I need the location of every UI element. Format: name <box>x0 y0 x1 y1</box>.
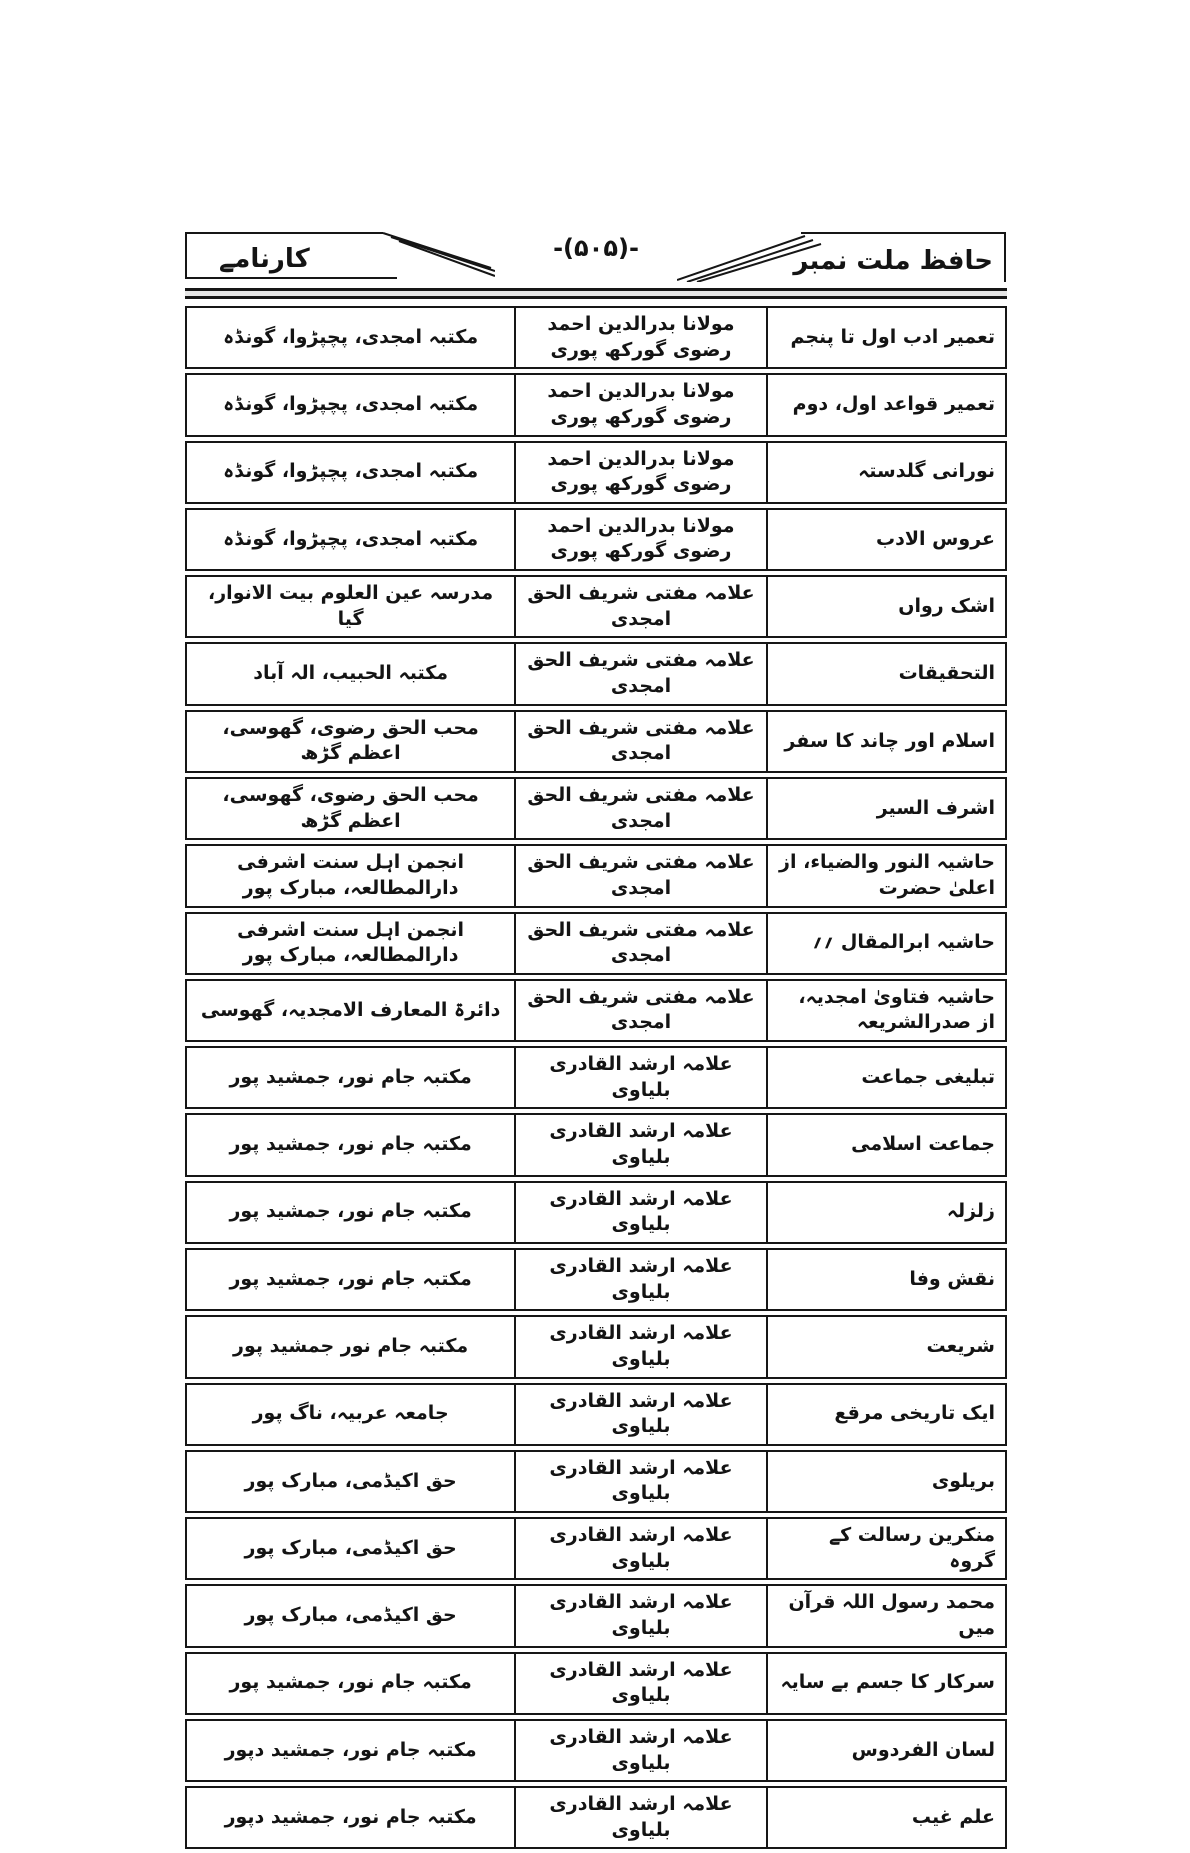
publisher-cell: انجمن اہل سنت اشرفی دارالمطالعہ، مبارک پور <box>237 851 465 899</box>
author-cell: علامہ مفتی شریف الحق امجدی <box>514 644 768 703</box>
publisher-cell: مکتبہ جام نور، جمشید دپور <box>224 1806 477 1828</box>
author-cell: علامہ ارشد القادری بلیاوی <box>514 1452 768 1511</box>
table-row <box>185 1248 1007 1311</box>
book-title-cell: حاشیہ النور والضیاء، از اعلیٰ حضرت <box>779 851 995 899</box>
publisher-cell: مکتبہ جام نور، جمشید دپور <box>224 1738 477 1761</box>
publisher-cell: حق اکیڈمی، مبارک پور <box>244 1469 457 1492</box>
table-row <box>185 1113 1007 1176</box>
book-title-cell: تعمیر قواعد اول، دوم <box>792 393 995 416</box>
table-row <box>185 777 1007 840</box>
table-row <box>185 710 1007 773</box>
book-title-cell: اشک رواں <box>898 594 995 617</box>
publisher-cell: مکتبہ امجدی، پچپڑوا، گونڈہ <box>223 460 479 483</box>
author-cell: علامہ ارشد القادری بلیاوی <box>514 1788 768 1847</box>
publisher-cell: محب الحق رضوی، گھوسی، اعظم گڑھ <box>222 716 479 765</box>
book-title-cell: تبلیغی جماعت <box>861 1065 995 1088</box>
table-row <box>185 1517 1007 1580</box>
author-cell: علامہ ارشد القادری بلیاوی <box>514 1586 768 1645</box>
author-cell: علامہ مفتی شریف الحق امجدی <box>514 914 768 973</box>
book-title-cell: منکرین رسالت کے گروہ <box>828 1524 995 1572</box>
book-title-cell: نورانی گلدستہ <box>858 460 995 483</box>
publisher-cell: مکتبہ جام نور، جمشید پور <box>229 1133 472 1156</box>
book-title-cell: التحقیقات <box>898 662 995 685</box>
book-title-cell: نقش وفا <box>909 1267 995 1290</box>
book-title-cell: جماعت اسلامی <box>851 1133 995 1156</box>
author-cell: علامہ ارشد القادری بلیاوی <box>514 1250 768 1309</box>
table-row <box>185 575 1007 638</box>
publisher-cell: مکتبہ امجدی، پچپڑوا، گونڈہ <box>223 527 479 550</box>
table-row <box>185 642 1007 705</box>
table-row <box>185 1181 1007 1244</box>
books-table <box>185 306 1007 1849</box>
table-row <box>185 306 1007 369</box>
header-divider-rule <box>185 288 1007 299</box>
publisher-cell: مکتبہ الحبیب، الہ آباد <box>253 662 449 685</box>
book-title-cell: زلزلہ <box>946 1200 995 1223</box>
book-title-cell: اسلام اور چاند کا سفر <box>784 729 995 752</box>
table-row <box>185 1786 1007 1849</box>
book-title-cell: حاشیہ فتاویٰ امجدیہ، از صدرالشریعہ <box>798 985 995 1034</box>
book-title-cell: شریعت <box>926 1335 995 1358</box>
author-cell: علامہ ارشد القادری بلیاوی <box>514 1115 768 1174</box>
table-row <box>185 1450 1007 1513</box>
publisher-cell: مکتبہ جام نور، جمشید پور <box>229 1267 472 1290</box>
book-title-cell: علم غیب <box>911 1806 995 1828</box>
book-title-cell: سرکار کا جسم بے سایہ <box>780 1671 995 1694</box>
book-title-cell: اشرف السیر <box>876 796 995 819</box>
page-content <box>185 224 1007 1853</box>
book-title-cell: عروس الادب <box>876 527 995 550</box>
author-cell: مولانا بدرالدین احمد رضوی گورکھ پوری <box>514 510 768 569</box>
publisher-cell: مکتبہ جام نور، جمشید پور <box>229 1200 472 1223</box>
left-banner-title: کارنامے <box>219 244 310 274</box>
author-cell: علامہ مفتی شریف الحق امجدی <box>514 981 768 1040</box>
author-cell: علامہ مفتی شریف الحق امجدی <box>514 577 768 636</box>
table-row <box>185 508 1007 571</box>
table-row <box>185 441 1007 504</box>
page-header <box>185 224 1007 288</box>
author-cell: علامہ مفتی شریف الحق امجدی <box>514 712 768 771</box>
author-cell: علامہ ارشد القادری بلیاوی <box>514 1519 768 1578</box>
book-title-cell: بریلوی <box>931 1469 995 1492</box>
table-row <box>185 1652 1007 1715</box>
publisher-cell: مکتبہ جام نور، جمشید پور <box>229 1065 472 1088</box>
table-row <box>185 1046 1007 1109</box>
author-cell: علامہ ارشد القادری بلیاوی <box>514 1654 768 1713</box>
book-title-cell: حاشیہ ابرالمقال ؍؍ <box>811 931 995 954</box>
author-cell: علامہ ارشد القادری بلیاوی <box>514 1183 768 1242</box>
author-cell: مولانا بدرالدین احمد رضوی گورکھ پوری <box>514 443 768 502</box>
book-title-cell: ایک تاریخی مرقع <box>834 1402 995 1425</box>
publisher-cell: حق اکیڈمی، مبارک پور <box>244 1536 457 1559</box>
publisher-cell: مکتبہ جام نور جمشید پور <box>233 1335 469 1358</box>
publisher-cell: مدرسہ عین العلوم بیت الانوار، گیا <box>208 582 494 630</box>
table-row <box>185 1719 1007 1782</box>
right-header-banner <box>677 224 1007 282</box>
table-row <box>185 979 1007 1042</box>
author-cell: علامہ ارشد القادری بلیاوی <box>514 1721 768 1780</box>
publisher-cell: مکتبہ امجدی، پچپڑوا، گونڈہ <box>223 325 479 348</box>
publisher-cell: مکتبہ امجدی، پچپڑوا، گونڈہ <box>223 393 479 416</box>
page-number: -(۵۰۵)- <box>553 234 639 262</box>
table-row <box>185 1584 1007 1647</box>
publisher-cell: مکتبہ جام نور، جمشید پور <box>229 1671 472 1694</box>
author-cell: علامہ ارشد القادری بلیاوی <box>514 1385 768 1444</box>
book-title-cell: لسان الفردوس <box>851 1738 995 1761</box>
right-banner-title: حافظ ملت نمبر <box>793 246 993 276</box>
publisher-cell: دائرۃ المعارف الامجدیہ، گھوسی <box>200 998 501 1021</box>
author-cell: علامہ ارشد القادری بلیاوی <box>514 1048 768 1107</box>
table-row <box>185 844 1007 907</box>
publisher-cell: محب الحق رضوی، گھوسی، اعظم گڑھ <box>222 783 479 832</box>
book-title-cell: تعمیر ادب اول تا پنجم <box>790 325 995 348</box>
table-row <box>185 1383 1007 1446</box>
table-row <box>185 912 1007 975</box>
publisher-cell: انجمن اہل سنت اشرفی دارالمطالعہ، مبارک پور <box>237 918 465 967</box>
publisher-cell: حق اکیڈمی، مبارک پور <box>244 1604 457 1627</box>
author-cell: علامہ مفتی شریف الحق امجدی <box>514 779 768 838</box>
table-row <box>185 373 1007 436</box>
publisher-cell: جامعہ عربیہ، ناگ پور <box>252 1402 449 1425</box>
author-cell: مولانا بدرالدین احمد رضوی گورکھ پوری <box>514 375 768 434</box>
table-row <box>185 1315 1007 1378</box>
author-cell: علامہ مفتی شریف الحق امجدی <box>514 846 768 905</box>
book-title-cell: محمد رسول اللہ قرآن میں <box>788 1591 995 1639</box>
author-cell: مولانا بدرالدین احمد رضوی گورکھ پوری <box>514 308 768 367</box>
author-cell: علامہ ارشد القادری بلیاوی <box>514 1317 768 1376</box>
